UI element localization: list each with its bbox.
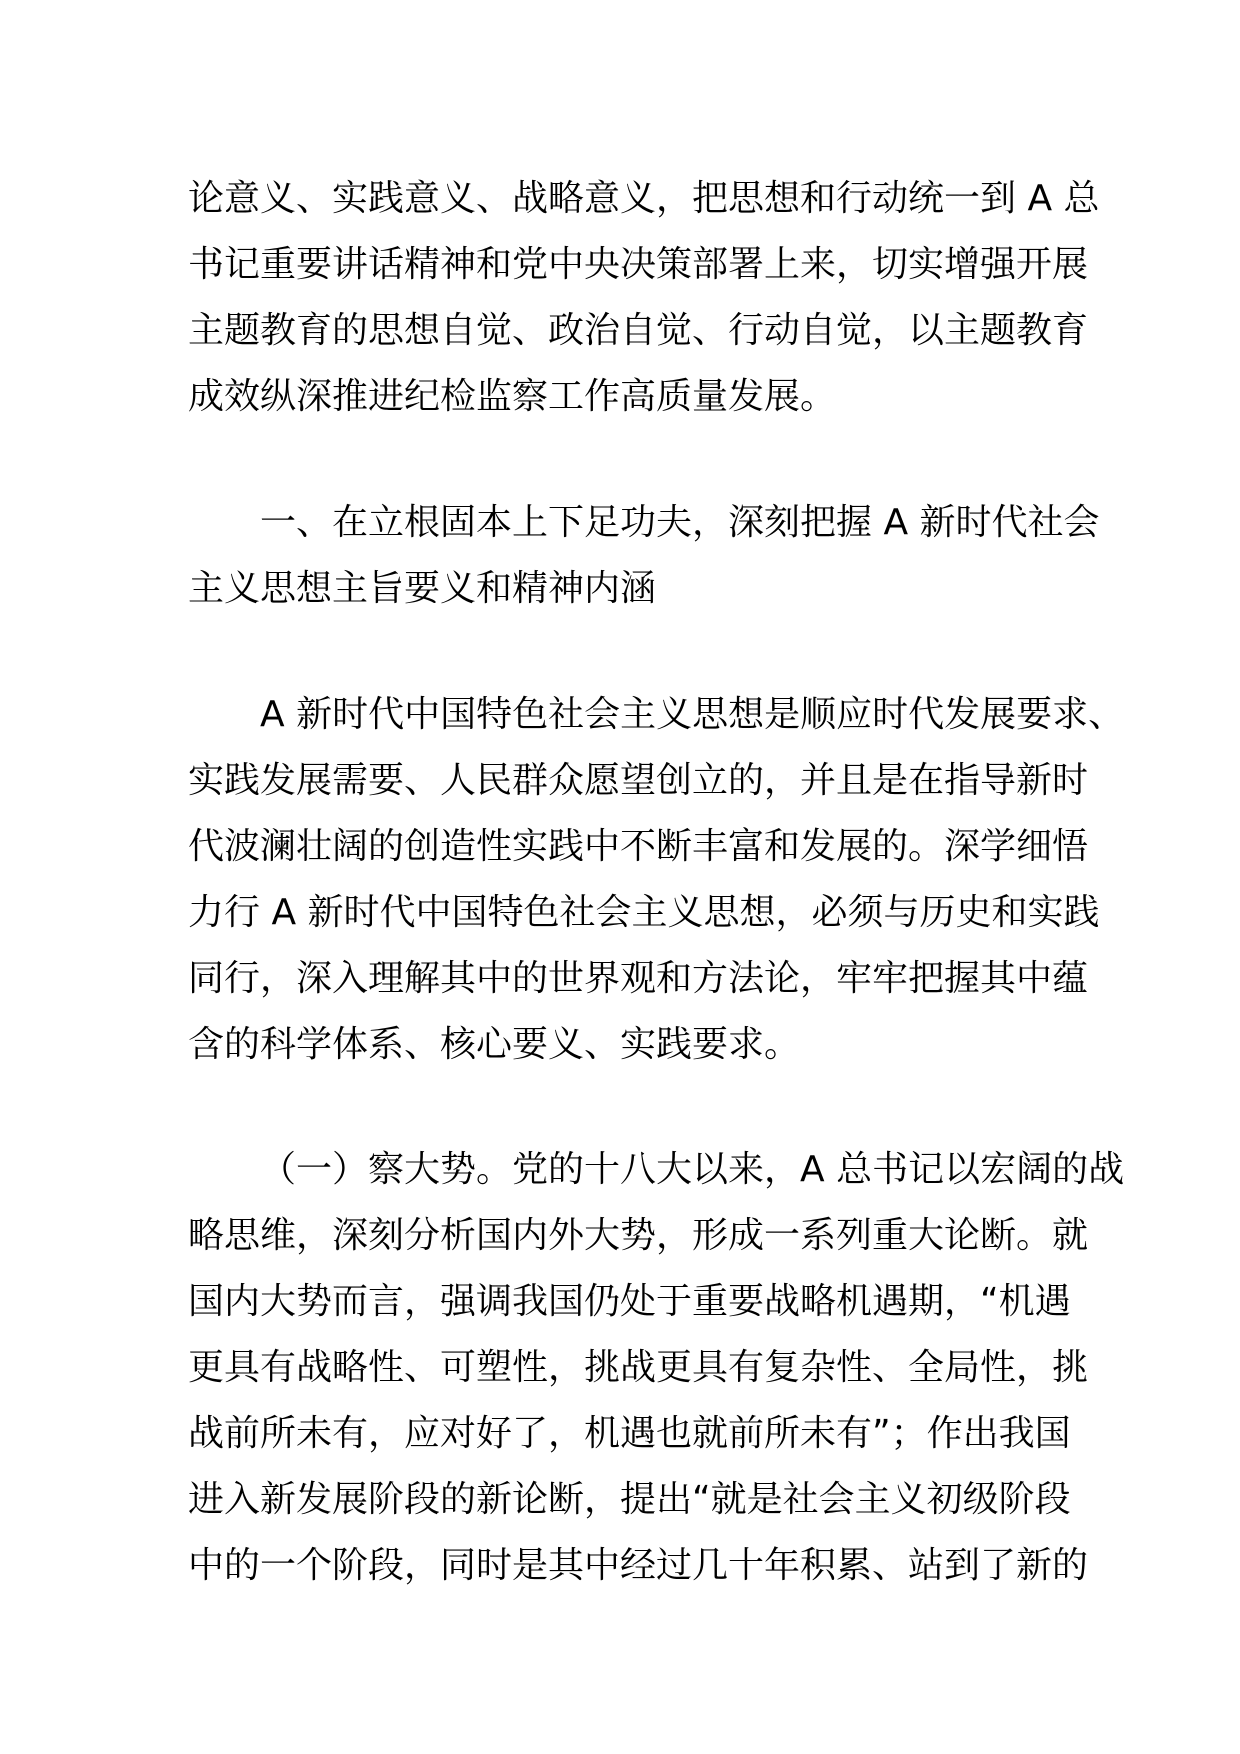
heading-line: 一、在立根固本上下足功夫，深刻把握 A 新时代社会 xyxy=(260,502,1100,543)
text-line: 代波澜壮阔的创造性实践中不断丰富和发展的。深学细悟 xyxy=(188,826,1089,867)
text-line: 含的科学体系、核心要义、实践要求。 xyxy=(188,1024,801,1065)
text-line: 国内大势而言，强调我国仍处于重要战略机遇期，“机遇 xyxy=(188,1281,1071,1322)
section-heading xyxy=(188,490,1100,622)
text-line: 成效纵深推进纪检监察工作高质量发展。 xyxy=(188,376,837,417)
text-line: 力行 A 新时代中国特色社会主义思想，必须与历史和实践 xyxy=(188,892,1100,933)
text-line: （一）察大势。党的十八大以来，A 总书记以宏阔的战 xyxy=(260,1149,1125,1190)
paragraph-continuation xyxy=(188,166,1100,430)
text-line: 论意义、实践意义、战略意义，把思想和行动统一到 A 总 xyxy=(188,178,1100,219)
text-line: 更具有战略性、可塑性，挑战更具有复杂性、全局性，挑 xyxy=(188,1347,1089,1388)
subsection-paragraph xyxy=(188,1137,1125,1599)
text-line: A 新时代中国特色社会主义思想是顺应时代发展要求、 xyxy=(260,694,1125,735)
text-line: 进入新发展阶段的新论断，提出“就是社会主义初级阶段 xyxy=(188,1479,1071,1520)
text-line: 战前所未有，应对好了，机遇也就前所未有”；作出我国 xyxy=(188,1413,1071,1454)
text-line: 书记重要讲话精神和党中央决策部署上来，切实增强开展 xyxy=(188,244,1089,285)
paragraph-body xyxy=(188,682,1125,1078)
text-line: 中的一个阶段，同时是其中经过几十年积累、站到了新的 xyxy=(188,1545,1089,1586)
text-line: 主题教育的思想自觉、政治自觉、行动自觉，以主题教育 xyxy=(188,310,1089,351)
text-line: 同行，深入理解其中的世界观和方法论，牢牢把握其中蕴 xyxy=(188,958,1089,999)
text-line: 略思维，深刻分析国内外大势，形成一系列重大论断。就 xyxy=(188,1215,1089,1256)
heading-line: 主义思想主旨要义和精神内涵 xyxy=(188,568,657,609)
text-line: 实践发展需要、人民群众愿望创立的，并且是在指导新时 xyxy=(188,760,1089,801)
